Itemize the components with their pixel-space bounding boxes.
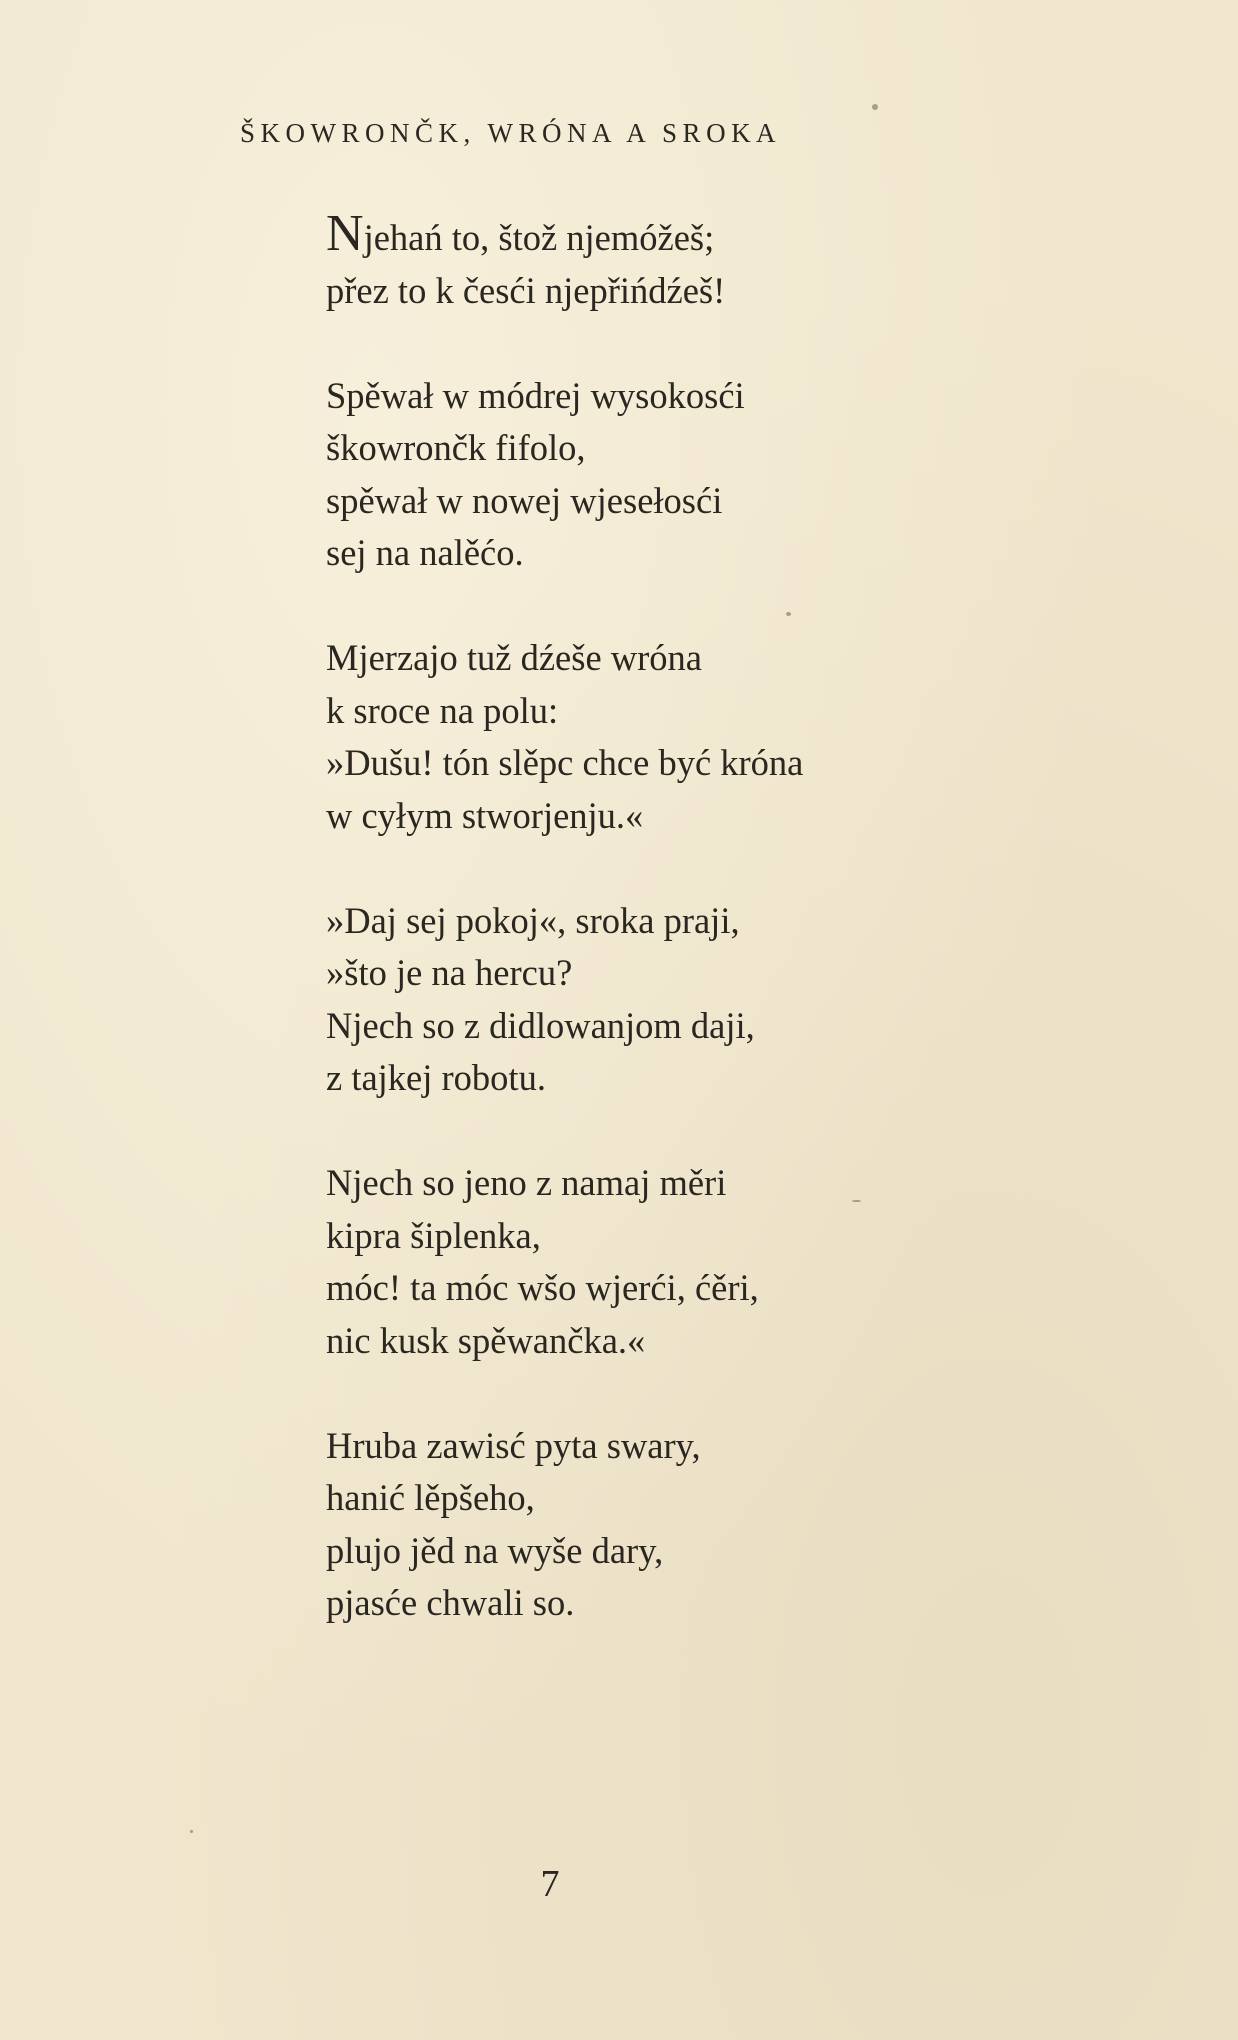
paper-speck [190,1830,193,1833]
poem-line: w cyłym stworjenju.« [326,794,644,836]
stanza-6 [326,1420,1206,1630]
poem-line: Hruba zawisć pyta swary, [326,1424,701,1466]
stanza-2 [326,370,1206,580]
stanza-1 [326,205,1206,317]
poem-line: pjasće chwali so. [326,1582,575,1623]
poem-line: Njech so z didlowanjom daji, [326,1004,755,1046]
poem-line: sej na nalěćo. [326,532,524,573]
paper-speck [786,612,791,616]
first-line-text: jehań to, štož njemóžeš; [363,217,715,258]
poem-line: »Dušu! tón slěpc chce być króna [326,742,804,783]
poem-line: Mjerzajo tuž dźeše wróna [326,637,702,678]
poem-line: Njech so jeno z namaj měri [326,1162,727,1203]
poem-line: z tajkej robotu. [326,1057,546,1098]
poem-line: plujo jěd na wyše dary, [326,1529,664,1571]
poem-line: spěwał w nowej wjesełosći [326,479,723,521]
poem-line: »što je na hercu? [326,952,573,993]
poem-line: škowrončk fifolo, [326,427,586,468]
stanza-4 [326,895,1206,1105]
poem-line: nic kusk spěwančka.« [326,1319,646,1361]
paper-speck [852,1200,861,1202]
poem-line: přez to k česći njepřińdźeš! [326,269,726,311]
paper-speck [872,104,878,110]
drop-cap: N [326,205,364,262]
poem [326,205,1206,1682]
stanza-3 [326,632,1206,842]
poem-line [326,205,1206,265]
stanza-5 [326,1157,1206,1367]
poem-line: móc! ta móc wšo wjerći, ćěri, [326,1267,759,1308]
poem-line: »Daj sej pokoj«, sroka praji, [326,899,740,941]
poem-line: k sroce na polu: [326,689,559,731]
page-number: 7 [540,1863,560,1905]
poem-line: Spěwał w módrej wysokosći [326,374,745,416]
poem-line: hanić lěpšeho, [326,1477,535,1518]
poem-line: kipra šiplenka, [326,1214,541,1256]
running-head: ŠKOWRONČK, WRÓNA A SROKA [240,118,782,148]
